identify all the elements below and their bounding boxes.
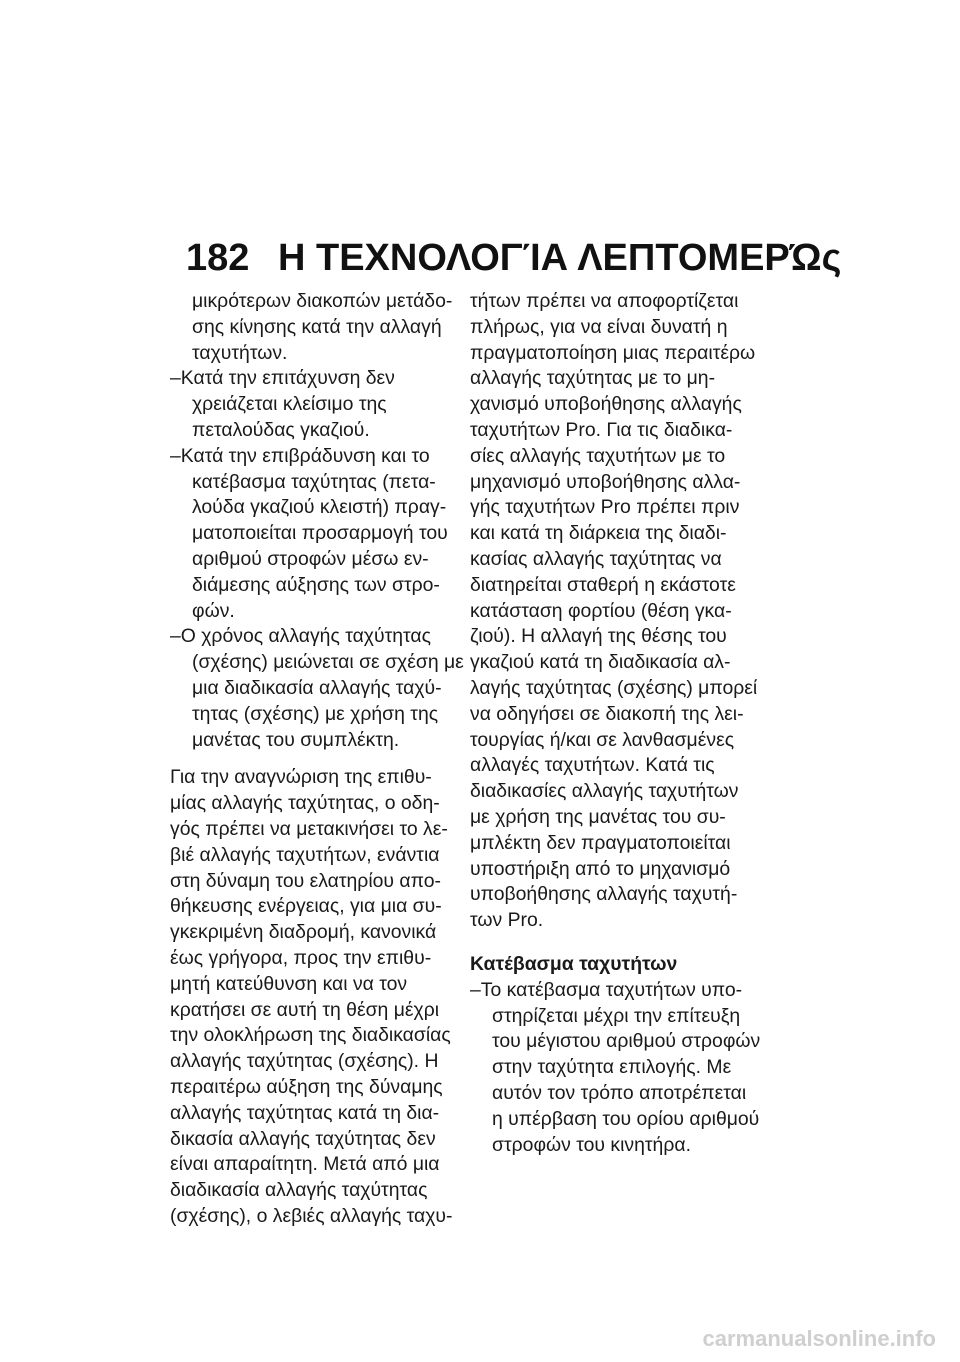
- text-line: λαγής ταχύτητας (σχέσης) μπορεί: [470, 676, 758, 699]
- text-line: πλήρως, για να είναι δυνατή η: [470, 315, 728, 338]
- right-column: [470, 289, 760, 1158]
- text-line: διάμεσης αύξησης των στρο-: [192, 573, 440, 596]
- text-line: την ολοκλήρωση της διαδικασίας: [170, 1024, 451, 1047]
- watermark-text: carmanualsonline.info: [702, 1326, 936, 1351]
- section-heading: Κατέβασμα ταχυτήτων: [470, 952, 678, 975]
- text-line: αλλαγής ταχύτητας κατά τη δια-: [170, 1101, 440, 1124]
- text-line: υποβοήθησης αλλαγής ταχυτή-: [470, 883, 738, 906]
- text-line: μίας αλλαγής ταχύτητας, ο οδη-: [170, 792, 440, 815]
- text-line: να οδηγήσει σε διακοπή της λει-: [470, 702, 744, 725]
- text-line: κρατήσει σε αυτή τη θέση μέχρι: [170, 998, 440, 1021]
- text-line: κασίας αλλαγής ταχύτητας να: [470, 547, 722, 570]
- bullet-first-line: –Ο χρόνος αλλαγής ταχύτητας: [170, 625, 431, 648]
- text-line: είναι απαραίτητη. Μετά από μια: [170, 1153, 440, 1176]
- text-line: τουργίας ή/και σε λανθασμένες: [470, 728, 735, 751]
- text-line: (σχέσης) μειώνεται σε σχέση με: [192, 651, 464, 674]
- text-line: πεταλούδας γκαζιού.: [192, 418, 370, 441]
- text-line: στη δύναμη του ελατηρίου απο-: [170, 869, 441, 892]
- text-line: ταχυτήτων Pro. Για τις διαδικα-: [470, 418, 733, 441]
- text-line: σίες αλλαγής ταχυτήτων με το: [470, 444, 726, 467]
- bullet-first-line: –Κατά την επιτάχυνση δεν: [170, 367, 395, 390]
- text-line: αλλαγής ταχύτητας με το μη-: [470, 367, 716, 390]
- text-line: με χρήση της μανέτας του συ-: [470, 805, 726, 828]
- text-line: γός πρέπει να μετακινήσει το λε-: [170, 817, 448, 840]
- bullet-item: [470, 978, 760, 1159]
- text-line: βιέ αλλαγής ταχυτήτων, ενάντια: [170, 843, 440, 866]
- bullet-first-line: –Το κατέβασμα ταχυτήτων υπο-: [470, 978, 743, 1001]
- text-line: πραγματοποίηση μιας περαιτέρω: [470, 341, 756, 364]
- text-line: γκαζιού κατά τη διαδικασία αλ-: [470, 651, 731, 674]
- text-line: του μέγιστου αριθμού στροφών: [492, 1030, 761, 1053]
- page-number: 182: [186, 237, 250, 279]
- text-line: λούδα γκαζιού κλειστή) πραγ-: [192, 496, 447, 519]
- text-line: διατηρείται σταθερή η εκάστοτε: [470, 573, 736, 596]
- text-line: μια διαδικασία αλλαγής ταχύ-: [192, 676, 442, 699]
- text-line: ταχυτήτων.: [192, 341, 288, 364]
- text-line: χρειάζεται κλείσιμο της: [192, 393, 387, 416]
- text-line: των Pro.: [470, 909, 544, 932]
- text-line: χανισμό υποβοήθησης αλλαγής: [470, 393, 742, 416]
- text-line: Για την αναγνώριση της επιθυ-: [170, 766, 432, 789]
- text-line: η υπέρβαση του ορίου αριθμού: [492, 1107, 760, 1130]
- text-line: μητή κατεύθυνση και να τον: [170, 972, 408, 995]
- text-line: περαιτέρω αύξηση της δύναμης: [170, 1075, 443, 1098]
- text-line: μανέτας του συμπλέκτη.: [192, 728, 400, 751]
- text-line: μηχανισμό υποβοήθησης αλλα-: [470, 470, 741, 493]
- text-line: κατάσταση φορτίου (θέση γκα-: [470, 599, 732, 622]
- text-line: ματοποιείται προσαρμογή του: [192, 522, 448, 545]
- text-line: έως γρήγορα, προς την επιθυ-: [170, 946, 432, 969]
- text-line: μπλέκτη δεν πραγματοποιείται: [470, 831, 731, 854]
- text-line: γκεκριμένη διαδρομή, κανονικά: [170, 921, 437, 944]
- page-header: [186, 236, 841, 280]
- body-paragraph: [470, 289, 760, 934]
- left-column: [170, 289, 464, 1230]
- text-line: γής ταχυτήτων Pro πρέπει πριν: [470, 496, 740, 519]
- text-line: στηρίζεται μέχρι την επίτευξη: [492, 1004, 741, 1027]
- text-line: αλλαγές ταχυτήτων. Κατά τις: [470, 754, 715, 777]
- text-line: αριθμού στροφών μέσω εν-: [192, 547, 429, 570]
- continued-text: [170, 289, 455, 366]
- text-line: φών.: [192, 599, 235, 622]
- text-line: μικρότερων διακοπών μετάδο-: [192, 290, 453, 312]
- spacer: [170, 753, 455, 765]
- text-line: διαδικασία αλλαγής ταχύτητας: [170, 1179, 428, 1202]
- text-line: κατέβασμα ταχύτητας (πετα-: [192, 470, 436, 493]
- text-line: αυτόν τον τρόπο αποτρέπεται: [492, 1081, 747, 1104]
- text-line: διαδικασίες αλλαγής ταχυτήτων: [470, 780, 739, 803]
- bullet-item: [170, 444, 455, 625]
- text-line: τήτων πρέπει να αποφορτίζεται: [470, 290, 739, 312]
- text-line: θήκευσης ενέργειας, για μια συ-: [170, 895, 442, 918]
- text-line: δικασία αλλαγής ταχύτητας δεν: [170, 1127, 436, 1150]
- spacer: [470, 934, 760, 952]
- text-line: τητας (σχέσης) με χρήση της: [192, 702, 439, 725]
- text-line: και κατά τη διάρκεια της διαδι-: [470, 522, 727, 545]
- text-line: ζιού). Η αλλαγή της θέσης του: [470, 625, 727, 648]
- chapter-title: Η ΤΕΧΝΟΛΟΓΊΑ ΛΕΠΤΟΜΕΡΏς: [278, 237, 842, 279]
- bullet-first-line: –Κατά την επιβράδυνση και το: [170, 444, 430, 467]
- bullet-item: [170, 366, 455, 443]
- text-line: σης κίνησης κατά την αλλαγή: [192, 315, 442, 338]
- body-paragraph: [170, 765, 455, 1229]
- text-line: στην ταχύτητα επιλογής. Με: [492, 1056, 732, 1079]
- text-line: (σχέσης), ο λεβιές αλλαγής ταχυ-: [170, 1204, 453, 1227]
- text-line: αλλαγής ταχύτητας (σχέσης). Η: [170, 1050, 439, 1073]
- text-line: υποστήριξη από το μηχανισμό: [470, 857, 731, 880]
- text-line: στροφών του κινητήρα.: [492, 1133, 691, 1156]
- bullet-item: [170, 624, 464, 753]
